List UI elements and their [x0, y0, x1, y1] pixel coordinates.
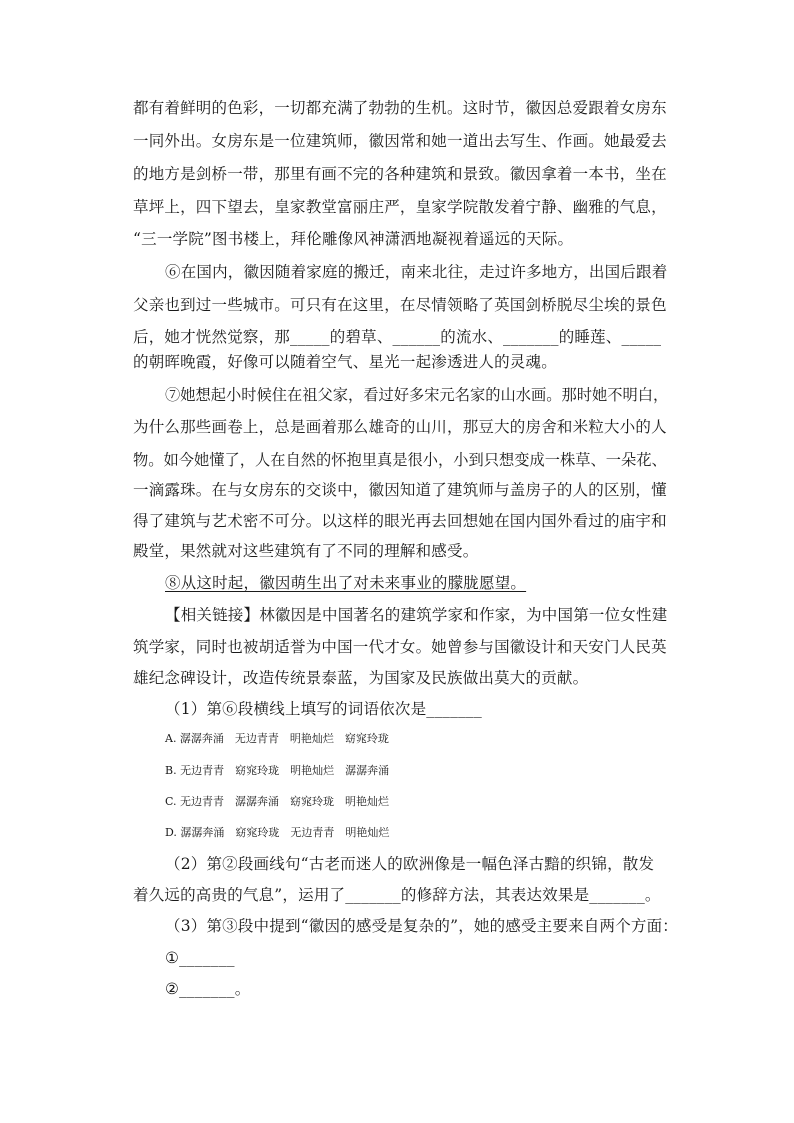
option-b: B. 无边青青 窈窕玲珑 明艳灿烂 潺潺奔涌: [165, 764, 390, 777]
text-line: 一滴露珠。在与女房东的交谈中，徽因知道了建筑师与盖房子的人的区别，懂: [133, 481, 667, 499]
text-line: 着久远的高贵的气息”，运用了_______的修辞方法，其表达效果是_______。: [133, 886, 661, 904]
text-line: 后，她才恍然觉察，那_____的碧草、______的流水、_______的睡莲、_____: [133, 328, 662, 346]
text-line: 都有着鲜明的色彩，一切都充满了勃勃的生机。这时节，徽因总爱跟着女房东: [133, 99, 667, 117]
text-line: 的地方是剑桥一带，那里有画不完的各种建筑和景致。徽因拿着一本书，坐在: [133, 165, 667, 183]
text-line: 的朝晖晚霞，好像可以随着空气、星光一起渗透进人的灵魂。: [133, 353, 557, 371]
related-link-start: 【相关链接】林徽因是中国著名的建筑学家和作家，为中国第一位女性建: [165, 606, 668, 624]
text-line: “三一学院”图书楼上，拜伦雕像风神潇洒地凝视着遥远的天际。: [133, 230, 574, 248]
text-line: 筑学家，同时也被胡适誉为中国一代才女。她曾参与国徽设计和天安门人民英: [133, 638, 667, 656]
answer-blank-1: ①_______: [165, 949, 235, 967]
text-line: 殿堂，果然就对这些建筑有了不同的理解和感受。: [133, 542, 479, 560]
question-1: （1）第⑥段横线上填写的词语依次是_______: [165, 700, 482, 718]
option-a: A. 潺潺奔涌 无边青青 明艳灿烂 窈窕玲珑: [165, 732, 389, 745]
question-3: （3）第③段中提到“徽因的感受是复杂的”，她的感受主要来自两个方面：: [165, 917, 679, 935]
text-line: 为什么那些画卷上，总是画着那么雄奇的山川，那豆大的房舍和米粒大小的人: [133, 418, 667, 436]
question-2: （2）第②段画线句“古老而迷人的欧洲像是一幅色泽古黯的织锦，散发: [165, 855, 655, 873]
text-line: 草坪上，四下望去，皇家教堂富丽庄严，皇家学院散发着宁静、幽雅的气息，: [133, 198, 667, 216]
answer-blank-2: ②_______。: [165, 980, 251, 998]
text-line: 雄纪念碑设计，改造传统景泰蓝，为国家及民族做出莫大的贡献。: [133, 669, 589, 687]
text-line: 得了建筑与艺术密不可分。以这样的眼光再去回想她在国内国外看过的庙宇和: [133, 512, 667, 530]
text-line: 父亲也到过一些城市。可只有在这里，在尽情领略了英国剑桥脱尽尘埃的景色: [133, 296, 667, 314]
option-d: D. 潺潺奔涌 窈窕玲珑 无边青青 明艳灿烂: [165, 826, 390, 839]
text-line: 物。如今她懂了，人在自然的怀抱里真是很小，小到只想变成一株草、一朵花、: [133, 451, 667, 469]
paragraph-7-start: ⑦她想起小时候住在祖父家，看过好多宋元名家的山水画。那时她不明白，: [165, 386, 669, 404]
paragraph-6-start: ⑥在国内，徽因随着家庭的搬迁，南来北往，走过许多地方，出国后跟着: [165, 263, 668, 281]
paragraph-8-underlined: ⑧从这时起，徽因萌生出了对未来事业的朦胧愿望。: [165, 574, 527, 592]
option-c: C. 无边青青 潺潺奔涌 窈窕玲珑 明艳灿烂: [165, 795, 390, 808]
text-line: 一同外出。女房东是一位建筑师，徽因常和她一道出去写生、作画。她最爱去: [133, 132, 667, 150]
